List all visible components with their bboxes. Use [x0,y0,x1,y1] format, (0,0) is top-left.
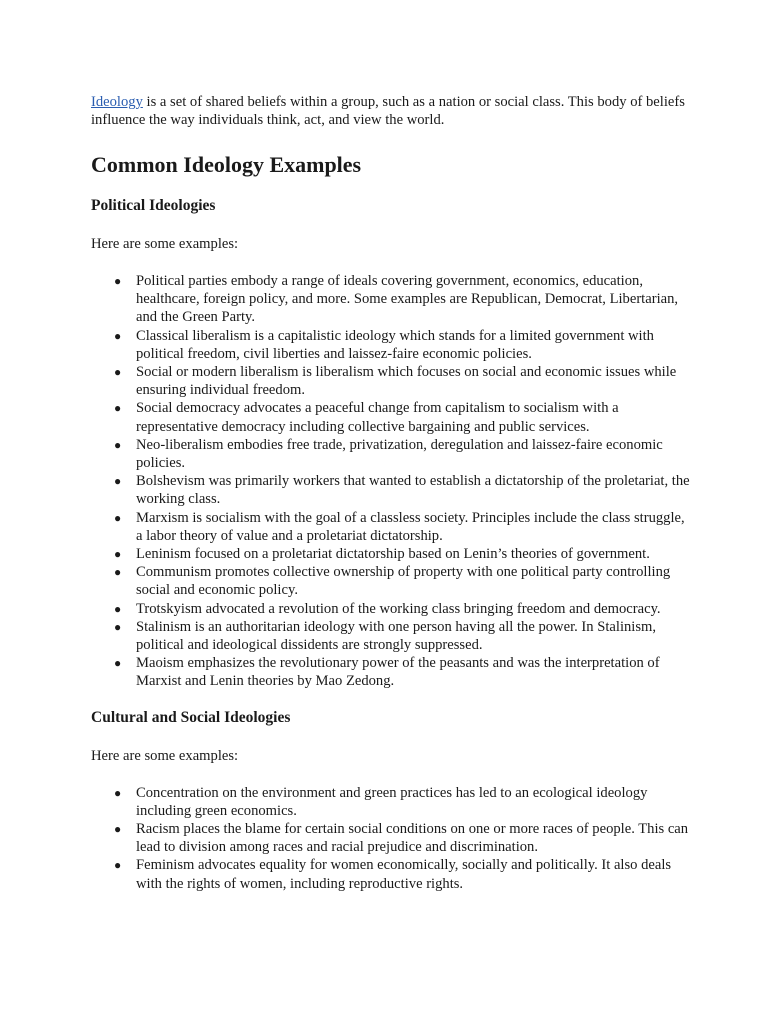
section-lead-cultural: Here are some examples: [91,747,239,764]
list-item [114,600,691,618]
list-item-text: Social democracy advocates a peaceful change from capitalism to socialism with a representative democracy including collective bargaining and public services. [136,400,619,435]
list-item-text: Leninism focused on a proletariat dictatorship based on Lenin’s theories of government. [136,546,650,563]
list-item [114,436,691,472]
list-item [114,618,691,654]
list-item-text: Racism places the blame for certain social conditions on one or more races of people. This can lead to division among races and racial prejudice and discrimination. [136,821,689,856]
list-item [114,327,691,363]
bullet-icon: ● [114,785,122,800]
list-item [114,272,691,327]
bullet-icon: ● [114,858,122,873]
list-item [114,545,691,563]
bullet-icon: ● [114,328,122,343]
main-heading: Common Ideology Examples [91,152,362,177]
list-item [114,784,691,820]
list-item-text: Bolshevism was primarily workers that wanted to establish a dictatorship of the proletariat, the working class. [136,473,690,508]
bullet-icon: ● [114,547,122,562]
list-item-text: Stalinism is an authoritarian ideology with one person having all the power. In Stalinism, political and ideological dissidents are strongly suppressed. [136,618,657,654]
bullet-icon: ● [114,274,122,288]
list-item [114,472,691,508]
political-list [91,272,691,691]
list-item [114,654,691,690]
list-item-text: Social or modern liberalism is liberalism which focuses on social and economic issues while ensuring individual freedom. [136,364,677,399]
document-page [91,93,691,893]
list-item-text: Concentration on the environment and green practices has led to an ecological ideology including green economics. [136,784,648,819]
bullet-icon: ● [114,656,122,671]
list-item-text: Maoism emphasizes the revolutionary power of the peasants and was the interpretation of Marxist and Lenin theories by Mao Zedong. [136,655,660,690]
intro-text: is a set of shared beliefs within a group, such as a nation or social class. This body of beliefs influence the way individuals think, act, and view the world. [91,94,685,128]
bullet-icon: ● [114,565,122,580]
list-item-text: Political parties embody a range of ideals covering government, economics, education, healthcare, foreign policy, and more. Some examples are Republican, Democrat, Libertarian, and the Green Party. [136,273,679,326]
bullet-icon: ● [114,474,122,489]
bullet-icon: ● [114,437,122,452]
list-item-text: Marxism is socialism with the goal of a classless society. Principles include the class struggle, a labor theory of value and a proletariat dictatorship. [136,509,685,544]
intro-paragraph [91,93,691,129]
cultural-list [91,784,691,893]
list-item-text: Trotskyism advocated a revolution of the working class bringing freedom and democracy. [136,600,661,617]
bullet-icon: ● [114,401,122,416]
list-item-text: Neo-liberalism embodies free trade, privatization, deregulation and laissez-faire economic policies. [136,436,663,472]
list-item [114,820,691,856]
bullet-icon: ● [114,619,122,634]
list-item [114,856,691,892]
bullet-icon: ● [114,601,122,616]
list-item [114,563,691,599]
list-item-text: Feminism advocates equality for women economically, socially and politically. It also deals with the rights of women, including reproductive rights. [136,857,672,892]
bullet-icon: ● [114,510,122,525]
bullet-icon: ● [114,822,122,837]
list-item [114,363,691,399]
ideology-link[interactable]: Ideology [91,94,143,110]
list-item [114,509,691,545]
section-lead-political: Here are some examples: [91,236,239,252]
bullet-icon: ● [114,365,122,380]
section-heading-political: Political Ideologies [91,197,216,214]
list-item-text: Classical liberalism is a capitalistic ideology which stands for a limited government with political freedom, civil liberties and laissez-faire economic policies. [136,327,654,362]
list-item [114,399,691,435]
section-heading-cultural: Cultural and Social Ideologies [91,708,291,726]
list-item-text: Communism promotes collective ownership of property with one political party controlling social and economic policy. [136,564,671,599]
